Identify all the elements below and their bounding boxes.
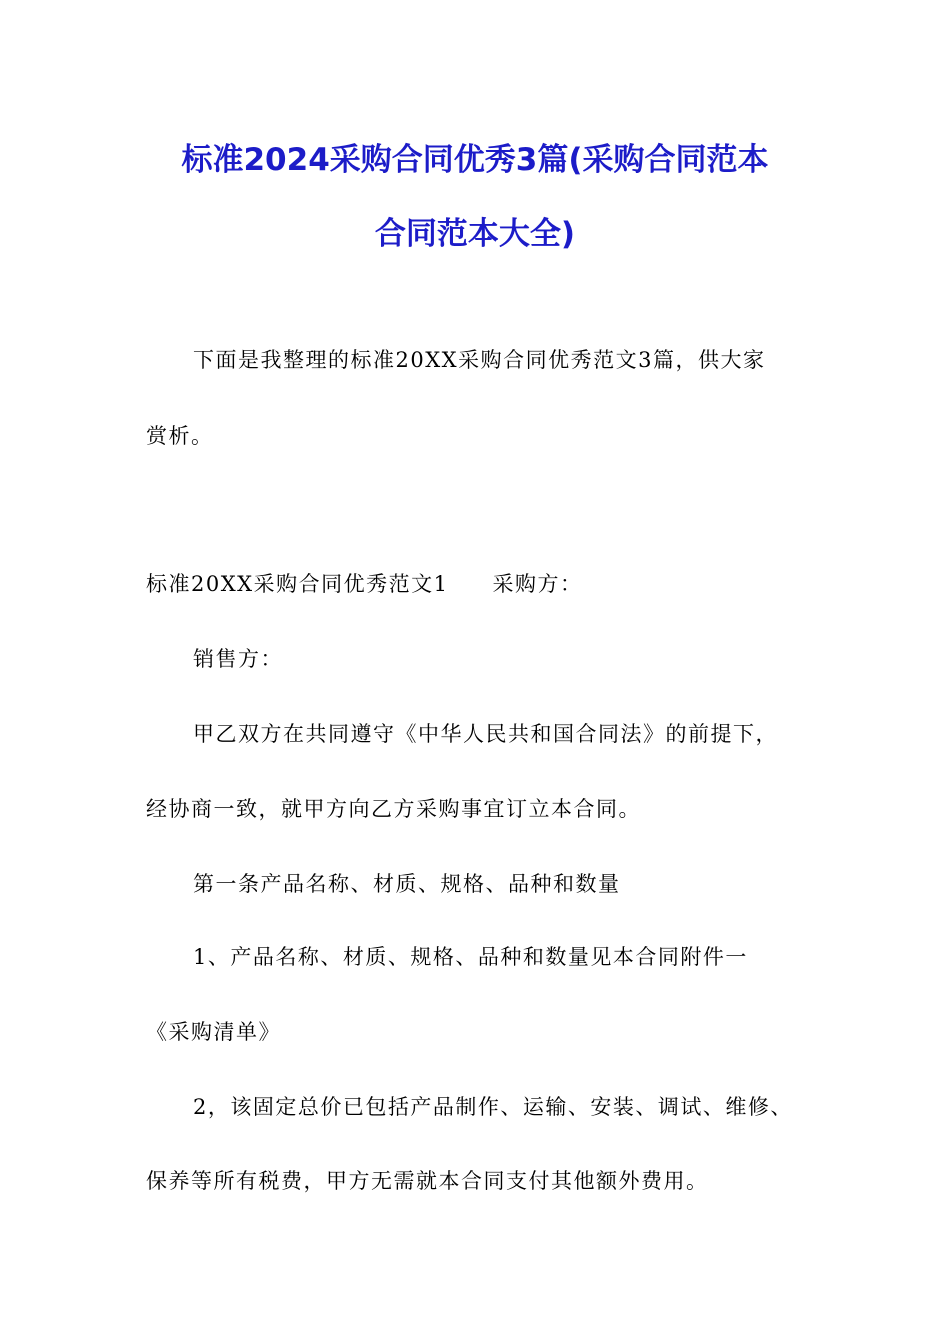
intro-line-1: 下面是我整理的标准20XX采购合同优秀范文3篇，供大家 — [193, 348, 766, 372]
section-1-heading-row — [146, 569, 582, 599]
document-title-line-1: 标准2024采购合同优秀3篇(采购合同范本 — [181, 142, 769, 178]
buyer-label: 采购方： — [492, 572, 583, 596]
article-1-heading: 第一条产品名称、材质、规格、品种和数量 — [193, 872, 621, 896]
paragraph-1-line-1: 甲乙双方在共同遵守《中华人民共和国合同法》的前提下， — [193, 722, 778, 746]
section-1-heading: 标准20XX采购合同优秀范文1 — [146, 572, 449, 596]
item-1-line-1: 1、产品名称、材质、规格、品种和数量见本合同附件一 — [193, 945, 748, 969]
item-2-line-1: 2，该固定总价已包括产品制作、运输、安装、调试、维修、 — [193, 1095, 793, 1119]
item-1-line-2: 《采购清单》 — [146, 1020, 281, 1044]
seller-label: 销售方： — [193, 647, 283, 671]
document-title-line-2: 合同范本大全) — [374, 216, 576, 252]
paragraph-1-line-2: 经协商一致，就甲方向乙方采购事宜订立本合同。 — [146, 797, 641, 821]
item-2-line-2: 保养等所有税费，甲方无需就本合同支付其他额外费用。 — [146, 1169, 709, 1193]
intro-line-2: 赏析。 — [146, 424, 214, 448]
